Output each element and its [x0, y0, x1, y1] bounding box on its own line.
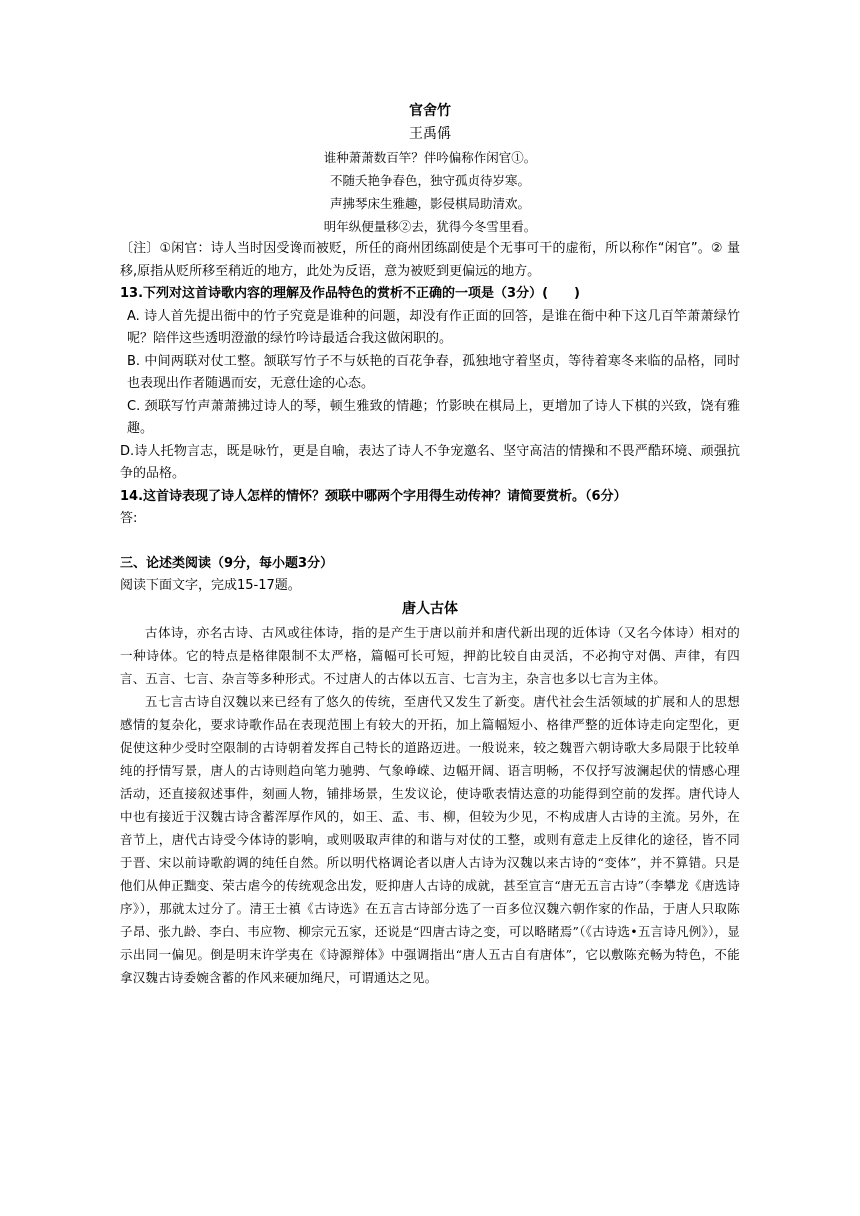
poem-note: 〔注〕①闲官：诗人当时因受谗而被贬，所任的商州团练副使是个无事可干的虚衔，所以称作“闲官”。② 量移,原指从贬所移至稍近的地方，此处为反语，意为被贬到更偏远的地方。: [120, 241, 740, 279]
question-13-option-b: B. 中间两联对仗工整。颔联写竹子不与妖艳的百花争春，孤独地守着坚贞，等待着寒冬来临的品格，同时也表现出作者随遇而安，无意仕途的心态。: [127, 353, 740, 391]
article-paragraph: 五七言古诗自汉魏以来已经有了悠久的传统，至唐代又发生了新变。唐代社会生活领域的扩展和人的思想感情的复杂化，要求诗歌作品在表现范围上有较大的开拓，加上篇幅短小、格律严整的近体诗走向定型化，更促使这种少受时空限制的古诗朝着发挥自己特长的道路迈进。一般说来，较之魏晋六朝诗歌大多局限于比较单纯的抒情写景，唐人的古诗则趋向笔力驰骋、气象峥嵘、边幅开阔、语言明畅，不仅抒写波澜起伏的情感心理活动，还直接叙述事件，刻画人物，铺排场景，生发议论，使诗歌表情达意的功能得到空前的发挥。唐代诗人中也有接近于汉魏古诗含蓄浑厚作风的，如王、孟、韦、柳，但较为少见，不构成唐人古诗的主流。另外，在音节上，唐代古诗受今体诗的影响，或则吸取声律的和谐与对仗的工整，或则有意走上反律化的途径，皆不同于晋、宋以前诗歌韵调的纯任自然。所以明代格调论者以唐人古诗为汉魏以来古诗的“变体”，并不算错。只是他们从伸正黜变、荣古虐今的传统观念出发，贬抑唐人古诗的成就，甚至宣言“唐无五言古诗”（李攀龙《唐选诗序》），那就太过分了。清王士禛《古诗选》在五言古诗部分选了一百多位汉魏六朝作家的作品，于唐人只取陈子昂、张九龄、李白、韦应物、柳宗元五家，还说是“四唐古诗之变，可以略睹焉”（《古诗选•五言诗凡例》），显示出同一偏见。倒是明末许学夷在《诗源辩体》中强调指出“唐人五古自有唐体”，它以敷陈充畅为特色，不能拿汉魏古诗委婉含蓄的作风来硬加绳尺，可谓通达之见。: [120, 693, 740, 985]
article-title: 唐人古体: [402, 600, 458, 617]
poem-author: 王禹偁: [409, 126, 451, 142]
poem-line: 明年纵便量移②去，犹得今冬雪里看。: [323, 219, 537, 234]
question-13-stem: 13.下列对这首诗歌内容的理解及作品特色的赏析不正确的一项是（3分）( ): [120, 286, 580, 301]
spacer: [120, 531, 740, 553]
section-instruction: 阅读下面文字，完成15-17题。: [120, 578, 301, 593]
question-14-stem: 14.这首诗表现了诗人怎样的情怀？颈联中哪两个字用得生动传神？请简要赏析。（6分）: [120, 488, 627, 504]
question-13-option-c: C. 颈联写竹声萧萧拂过诗人的琴，顿生雅致的情趣；竹影映在棋局上，更增加了诗人下棋的兴致，饶有雅趣。: [127, 398, 740, 436]
section-heading: 三、论述类阅读（9分，每小题3分）: [120, 555, 334, 571]
article-paragraph: 古体诗，亦名古诗、古风或往体诗，指的是产生于唐以前并和唐代新出现的近体诗（又名今体诗）相对的一种诗体。它的特点是格律限制不太严格，篇幅可长可短，押韵比较自由灵活，不必拘守对偶、声律，有四 言、五言、七言、杂言等多种形式。不过唐人的古体以五言、七言为主，杂言也多以七言为主体。: [120, 624, 740, 686]
question-13-option-d: D.诗人托物言志，既是咏竹，更是自喻，表达了诗人不争宠邀名、坚守高洁的情操和不畏严酷环境、顽强抗争的品格。: [120, 443, 740, 481]
poem-line: 谁种萧萧数百竿？伴吟偏称作闲官①。: [323, 150, 537, 165]
poem-title: 官舍竹: [409, 103, 451, 119]
page-content: [120, 100, 740, 989]
poem-line: 声拂琴床生雅趣，影侵棋局助清欢。: [329, 196, 530, 211]
question-13-option-a: A. 诗人首先提出衙中的竹子究竟是谁种的问题，却没有作正面的回答，是谁在衙中种下这几百竿萧萧绿竹呢？陪伴这些透明澄澈的绿竹吟诗最适合我这做闲职的。: [127, 308, 740, 346]
answer-label: 答:: [120, 511, 138, 526]
poem-line: 不随夭艳争春色，独守孤贞待岁寒。: [329, 173, 530, 188]
